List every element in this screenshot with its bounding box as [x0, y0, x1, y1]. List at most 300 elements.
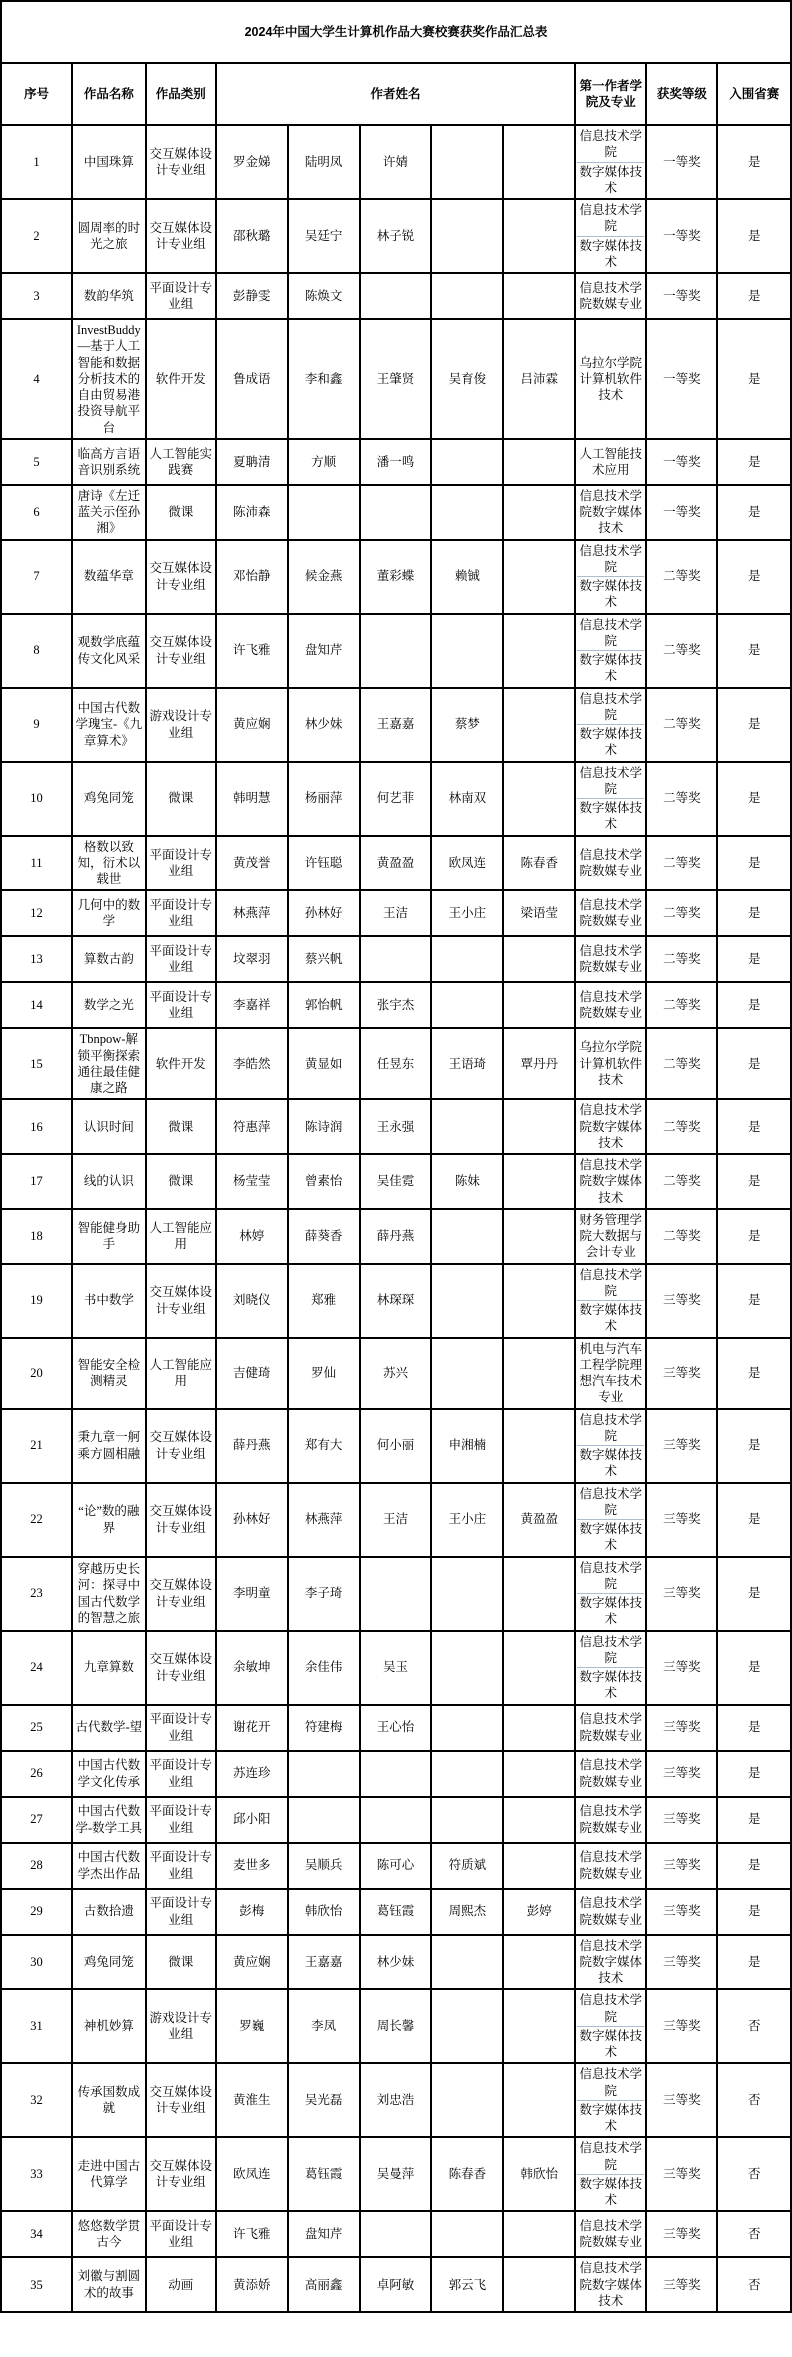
cell-work-title: 书中数学 — [72, 1264, 145, 1338]
cell-serial-number: 6 — [1, 485, 72, 540]
cell-provincial-entry: 是 — [717, 1705, 791, 1751]
cell-author-1: 罗金娣 — [216, 125, 288, 199]
table-row — [1, 1631, 791, 1705]
cell-serial-number: 29 — [1, 1889, 72, 1935]
cell-serial-number: 3 — [1, 273, 72, 319]
cell-provincial-entry: 是 — [717, 1264, 791, 1338]
cell-author-3: 刘忠浩 — [360, 2063, 432, 2137]
cell-provincial-entry: 是 — [717, 1935, 791, 1990]
cell-author-2 — [288, 1751, 360, 1797]
cell-author-3: 吴玉 — [360, 1631, 432, 1705]
cell-author-5: 陈春香 — [503, 836, 575, 891]
cell-award-level: 三等奖 — [646, 2063, 717, 2137]
table-row — [1, 199, 791, 273]
cell-first-author-college — [575, 1889, 646, 1935]
cell-author-1: 邵秋璐 — [216, 199, 288, 273]
cell-award-level: 二等奖 — [646, 762, 717, 836]
cell-first-author-college — [575, 1028, 646, 1099]
cell-author-5 — [503, 2211, 575, 2257]
cell-author-2: 郑雅 — [288, 1264, 360, 1338]
college-segment: 信息技术学院数媒专业 — [579, 2219, 643, 2250]
table-row — [1, 1797, 791, 1843]
cell-first-author-college — [575, 762, 646, 836]
table-row — [1, 688, 791, 762]
table-row — [1, 1028, 791, 1099]
cell-serial-number: 5 — [1, 439, 72, 485]
cell-author-3 — [360, 1751, 432, 1797]
cell-author-3: 董彩蝶 — [360, 540, 432, 614]
cell-serial-number: 22 — [1, 1483, 72, 1557]
cell-author-3 — [360, 1797, 432, 1843]
cell-provincial-entry: 是 — [717, 1099, 791, 1154]
cell-serial-number: 33 — [1, 2137, 72, 2211]
header-category: 作品类别 — [146, 63, 216, 125]
cell-work-title: 智能健身助手 — [72, 1209, 145, 1264]
college-segment: 数字媒体技术 — [577, 798, 644, 833]
cell-author-1: 黄茂誉 — [216, 836, 288, 891]
cell-first-author-college — [575, 1264, 646, 1338]
cell-award-level: 三等奖 — [646, 1889, 717, 1935]
cell-author-4 — [431, 1557, 503, 1631]
cell-work-category: 平面设计专业组 — [146, 1889, 216, 1935]
table-row — [1, 1557, 791, 1631]
cell-author-4 — [431, 982, 503, 1028]
cell-author-2: 李子琦 — [288, 1557, 360, 1631]
cell-award-level: 三等奖 — [646, 1264, 717, 1338]
cell-author-3: 吴曼萍 — [360, 2137, 432, 2211]
cell-first-author-college — [575, 485, 646, 540]
cell-author-4 — [431, 1338, 503, 1409]
college-segment: 信息技术学院数媒专业 — [579, 847, 643, 878]
cell-award-level: 二等奖 — [646, 982, 717, 1028]
cell-author-1: 孙林好 — [216, 1483, 288, 1557]
cell-author-3: 王心怡 — [360, 1705, 432, 1751]
cell-award-level: 二等奖 — [646, 688, 717, 762]
cell-serial-number: 1 — [1, 125, 72, 199]
cell-author-2: 葛钰霞 — [288, 2137, 360, 2211]
cell-author-2: 曾素怡 — [288, 1154, 360, 1209]
cell-work-title: 智能安全检测精灵 — [72, 1338, 145, 1409]
cell-work-title: 悠悠数学贯古今 — [72, 2211, 145, 2257]
cell-work-category: 平面设计专业组 — [146, 982, 216, 1028]
college-segment: 信息技术学院数媒专业 — [579, 1896, 643, 1927]
cell-author-5 — [503, 1989, 575, 2063]
cell-author-5 — [503, 199, 575, 273]
cell-first-author-college — [575, 1705, 646, 1751]
cell-award-level: 二等奖 — [646, 936, 717, 982]
cell-author-2: 蔡兴帆 — [288, 936, 360, 982]
cell-author-2: 陈焕文 — [288, 273, 360, 319]
cell-author-1: 林燕萍 — [216, 890, 288, 936]
cell-work-category: 动画 — [146, 2257, 216, 2312]
cell-work-title: 走进中国古代算学 — [72, 2137, 145, 2211]
cell-author-3 — [360, 614, 432, 688]
cell-provincial-entry: 是 — [717, 614, 791, 688]
cell-provincial-entry: 是 — [717, 982, 791, 1028]
cell-author-4 — [431, 199, 503, 273]
cell-serial-number: 4 — [1, 319, 72, 439]
cell-author-3: 林少妹 — [360, 1935, 432, 1990]
cell-author-3 — [360, 1557, 432, 1631]
cell-work-category: 软件开发 — [146, 319, 216, 439]
cell-serial-number: 9 — [1, 688, 72, 762]
cell-author-1: 李皓然 — [216, 1028, 288, 1099]
cell-author-5: 彭婷 — [503, 1889, 575, 1935]
table-row — [1, 1843, 791, 1889]
cell-work-title: 中国古代数学文化传承 — [72, 1751, 145, 1797]
cell-award-level: 三等奖 — [646, 1751, 717, 1797]
cell-serial-number: 12 — [1, 890, 72, 936]
cell-author-3: 卓阿敏 — [360, 2257, 432, 2312]
cell-author-5 — [503, 1631, 575, 1705]
cell-author-3: 葛钰霞 — [360, 1889, 432, 1935]
cell-author-1: 彭静雯 — [216, 273, 288, 319]
cell-award-level: 三等奖 — [646, 2137, 717, 2211]
college-segment: 数字媒体技术 — [577, 724, 644, 759]
cell-author-1: 欧凤连 — [216, 2137, 288, 2211]
cell-author-1: 罗巍 — [216, 1989, 288, 2063]
cell-work-category: 平面设计专业组 — [146, 2211, 216, 2257]
cell-work-category: 交互媒体设计专业组 — [146, 2063, 216, 2137]
table-row — [1, 836, 791, 891]
cell-author-4 — [431, 1631, 503, 1705]
cell-work-category: 交互媒体设计专业组 — [146, 1557, 216, 1631]
cell-author-1: 李明童 — [216, 1557, 288, 1631]
cell-author-2: 罗仙 — [288, 1338, 360, 1409]
cell-author-3: 何艺菲 — [360, 762, 432, 836]
cell-author-2: 韩欣怡 — [288, 1889, 360, 1935]
table-row — [1, 540, 791, 614]
cell-serial-number: 28 — [1, 1843, 72, 1889]
cell-author-2: 郑有大 — [288, 1409, 360, 1483]
college-segment: 信息技术学院数媒专业 — [579, 1804, 643, 1835]
college-segment: 数字媒体技术 — [577, 2026, 644, 2061]
cell-first-author-college — [575, 1483, 646, 1557]
cell-first-author-college — [575, 1843, 646, 1889]
cell-award-level: 二等奖 — [646, 1209, 717, 1264]
cell-author-3: 许婧 — [360, 125, 432, 199]
cell-author-1: 林婷 — [216, 1209, 288, 1264]
cell-work-title: 刘徽与割圆术的故事 — [72, 2257, 145, 2312]
cell-author-3 — [360, 273, 432, 319]
table-row — [1, 439, 791, 485]
college-segment: 乌拉尔学院计算机软件技术 — [579, 1040, 643, 1087]
cell-author-1: 黄添娇 — [216, 2257, 288, 2312]
cell-serial-number: 15 — [1, 1028, 72, 1099]
college-segment: 信息技术学院数字媒体技术 — [579, 1158, 643, 1205]
cell-work-category: 平面设计专业组 — [146, 836, 216, 891]
cell-work-category: 游戏设计专业组 — [146, 1989, 216, 2063]
cell-first-author-college — [575, 1989, 646, 2063]
cell-work-category: 平面设计专业组 — [146, 890, 216, 936]
cell-author-4 — [431, 1209, 503, 1264]
table-row — [1, 1935, 791, 1990]
cell-author-5 — [503, 1154, 575, 1209]
cell-author-2: 高丽鑫 — [288, 2257, 360, 2312]
cell-author-3: 周长馨 — [360, 1989, 432, 2063]
cell-award-level: 一等奖 — [646, 199, 717, 273]
cell-provincial-entry: 是 — [717, 1154, 791, 1209]
cell-author-4: 林南双 — [431, 762, 503, 836]
cell-author-2: 陈诗润 — [288, 1099, 360, 1154]
college-segment: 信息技术学院 — [579, 2067, 643, 2098]
cell-work-category: 交互媒体设计专业组 — [146, 540, 216, 614]
cell-serial-number: 23 — [1, 1557, 72, 1631]
table-row — [1, 1264, 791, 1338]
cell-award-level: 一等奖 — [646, 485, 717, 540]
college-segment: 数字媒体技术 — [577, 2100, 644, 2135]
cell-first-author-college — [575, 273, 646, 319]
college-segment: 人工智能技术应用 — [579, 446, 643, 477]
table-row — [1, 1338, 791, 1409]
college-segment: 信息技术学院 — [579, 203, 643, 234]
cell-provincial-entry: 是 — [717, 762, 791, 836]
cell-work-title: 中国古代数学杰出作品 — [72, 1843, 145, 1889]
cell-first-author-college — [575, 890, 646, 936]
cell-author-5 — [503, 1751, 575, 1797]
cell-author-1: 余敏坤 — [216, 1631, 288, 1705]
cell-first-author-college — [575, 982, 646, 1028]
table-row — [1, 319, 791, 439]
cell-author-4 — [431, 2211, 503, 2257]
cell-author-5 — [503, 1797, 575, 1843]
cell-author-4 — [431, 439, 503, 485]
table-row — [1, 2211, 791, 2257]
cell-first-author-college — [575, 1338, 646, 1409]
cell-author-1: 陈沛森 — [216, 485, 288, 540]
cell-work-category: 软件开发 — [146, 1028, 216, 1099]
cell-author-5 — [503, 439, 575, 485]
cell-author-2: 吴廷宁 — [288, 199, 360, 273]
college-segment: 机电与汽车工程学院理想汽车技术专业 — [579, 1341, 643, 1405]
cell-first-author-college — [575, 1154, 646, 1209]
cell-author-3: 王肇贤 — [360, 319, 432, 439]
cell-work-title: InvestBuddy—基于人工智能和数据分析技术的自由贸易港投资导航平台 — [72, 319, 145, 439]
cell-author-1: 韩明慧 — [216, 762, 288, 836]
college-segment: 信息技术学院 — [579, 2141, 643, 2172]
cell-work-title: 传承国数成就 — [72, 2063, 145, 2137]
college-segment: 数字媒体技术 — [577, 1667, 644, 1702]
cell-serial-number: 7 — [1, 540, 72, 614]
cell-author-1: 许飞雅 — [216, 2211, 288, 2257]
cell-provincial-entry: 是 — [717, 1409, 791, 1483]
cell-work-title: 中国古代数学-数学工具 — [72, 1797, 145, 1843]
cell-award-level: 一等奖 — [646, 273, 717, 319]
cell-author-5 — [503, 273, 575, 319]
cell-author-3: 张宇杰 — [360, 982, 432, 1028]
college-segment: 信息技术学院数媒专业 — [579, 1758, 643, 1789]
cell-work-title: 认识时间 — [72, 1099, 145, 1154]
college-segment: 信息技术学院 — [579, 1634, 643, 1665]
cell-serial-number: 26 — [1, 1751, 72, 1797]
cell-first-author-college — [575, 540, 646, 614]
college-segment: 信息技术学院数字媒体技术 — [579, 1938, 643, 1985]
cell-author-4: 申湘楠 — [431, 1409, 503, 1483]
table-row — [1, 614, 791, 688]
cell-serial-number: 32 — [1, 2063, 72, 2137]
table-row — [1, 890, 791, 936]
cell-author-4: 王语琦 — [431, 1028, 503, 1099]
table-row — [1, 1483, 791, 1557]
cell-author-2: 方顺 — [288, 439, 360, 485]
college-segment: 信息技术学院 — [579, 543, 643, 574]
cell-first-author-college — [575, 319, 646, 439]
cell-serial-number: 27 — [1, 1797, 72, 1843]
cell-author-1: 许飞雅 — [216, 614, 288, 688]
college-segment: 信息技术学院数媒专业 — [579, 944, 643, 975]
cell-award-level: 三等奖 — [646, 1483, 717, 1557]
cell-award-level: 三等奖 — [646, 1409, 717, 1483]
cell-author-5: 梁语莹 — [503, 890, 575, 936]
cell-author-5 — [503, 1557, 575, 1631]
cell-author-5 — [503, 540, 575, 614]
cell-award-level: 一等奖 — [646, 319, 717, 439]
cell-award-level: 一等奖 — [646, 439, 717, 485]
cell-work-title: 算数古韵 — [72, 936, 145, 982]
cell-award-level: 二等奖 — [646, 836, 717, 891]
cell-author-1: 鲁成语 — [216, 319, 288, 439]
cell-author-4: 陈春香 — [431, 2137, 503, 2211]
cell-provincial-entry: 否 — [717, 2211, 791, 2257]
college-segment: 信息技术学院数媒专业 — [579, 1712, 643, 1743]
cell-author-2: 吴顺兵 — [288, 1843, 360, 1889]
header-award: 获奖等级 — [646, 63, 717, 125]
cell-author-4 — [431, 1797, 503, 1843]
cell-author-2: 陆明凤 — [288, 125, 360, 199]
cell-author-3: 王嘉嘉 — [360, 688, 432, 762]
college-segment: 数字媒体技术 — [577, 1593, 644, 1628]
cell-first-author-college — [575, 125, 646, 199]
cell-serial-number: 20 — [1, 1338, 72, 1409]
cell-provincial-entry: 是 — [717, 1843, 791, 1889]
cell-work-category: 平面设计专业组 — [146, 1843, 216, 1889]
college-segment: 信息技术学院数字媒体技术 — [579, 2261, 643, 2308]
cell-work-title: Tbnpow-解锁平衡探索通往最佳健康之路 — [72, 1028, 145, 1099]
cell-author-2: 吴光磊 — [288, 2063, 360, 2137]
college-segment: 信息技术学院 — [579, 1560, 643, 1591]
cell-award-level: 一等奖 — [646, 125, 717, 199]
cell-serial-number: 18 — [1, 1209, 72, 1264]
cell-author-1: 苏连珍 — [216, 1751, 288, 1797]
cell-work-title: 九章算数 — [72, 1631, 145, 1705]
cell-author-1: 李嘉祥 — [216, 982, 288, 1028]
table-body — [1, 125, 791, 2312]
college-segment: 信息技术学院数媒专业 — [579, 990, 643, 1021]
cell-work-title: 临高方言语音识别系统 — [72, 439, 145, 485]
cell-first-author-college — [575, 1209, 646, 1264]
cell-work-title: 古数拾遗 — [72, 1889, 145, 1935]
cell-first-author-college — [575, 1409, 646, 1483]
cell-author-4 — [431, 936, 503, 982]
cell-work-category: 平面设计专业组 — [146, 1751, 216, 1797]
cell-author-1: 彭梅 — [216, 1889, 288, 1935]
cell-provincial-entry: 否 — [717, 2137, 791, 2211]
cell-author-4: 欧凤连 — [431, 836, 503, 891]
table-row — [1, 1889, 791, 1935]
cell-author-1: 麦世多 — [216, 1843, 288, 1889]
cell-author-3: 潘一鸣 — [360, 439, 432, 485]
cell-serial-number: 30 — [1, 1935, 72, 1990]
cell-first-author-college — [575, 2211, 646, 2257]
cell-work-category: 微课 — [146, 485, 216, 540]
college-segment: 数字媒体技术 — [577, 1519, 644, 1554]
cell-award-level: 三等奖 — [646, 1935, 717, 1990]
cell-author-5 — [503, 1209, 575, 1264]
cell-author-2: 李和鑫 — [288, 319, 360, 439]
table-row — [1, 2063, 791, 2137]
college-segment: 信息技术学院 — [579, 691, 643, 722]
cell-work-category: 人工智能应用 — [146, 1338, 216, 1409]
table-row — [1, 2137, 791, 2211]
cell-author-4 — [431, 614, 503, 688]
cell-author-4 — [431, 1751, 503, 1797]
cell-author-5: 韩欣怡 — [503, 2137, 575, 2211]
cell-author-5 — [503, 688, 575, 762]
cell-provincial-entry: 是 — [717, 485, 791, 540]
cell-award-level: 二等奖 — [646, 1099, 717, 1154]
cell-author-5 — [503, 125, 575, 199]
cell-provincial-entry: 是 — [717, 936, 791, 982]
cell-author-4: 周熙杰 — [431, 1889, 503, 1935]
cell-work-category: 交互媒体设计专业组 — [146, 199, 216, 273]
college-segment: 数字媒体技术 — [577, 576, 644, 611]
cell-first-author-college — [575, 439, 646, 485]
college-segment: 信息技术学院 — [579, 1267, 643, 1298]
cell-serial-number: 14 — [1, 982, 72, 1028]
cell-award-level: 二等奖 — [646, 890, 717, 936]
cell-author-3: 何小丽 — [360, 1409, 432, 1483]
table-row — [1, 273, 791, 319]
cell-award-level: 三等奖 — [646, 1989, 717, 2063]
cell-award-level: 三等奖 — [646, 1557, 717, 1631]
cell-work-title: 格数以致知，衍术以载世 — [72, 836, 145, 891]
table-row — [1, 1209, 791, 1264]
cell-provincial-entry: 是 — [717, 1631, 791, 1705]
cell-author-3: 王洁 — [360, 890, 432, 936]
cell-first-author-college — [575, 199, 646, 273]
cell-author-2: 杨丽萍 — [288, 762, 360, 836]
cell-work-title: 数学之光 — [72, 982, 145, 1028]
cell-provincial-entry: 是 — [717, 1557, 791, 1631]
cell-first-author-college — [575, 2137, 646, 2211]
cell-work-title: 圆周率的时光之旅 — [72, 199, 145, 273]
cell-provincial-entry: 是 — [717, 1209, 791, 1264]
college-segment: 数字媒体技术 — [577, 162, 644, 197]
cell-provincial-entry: 否 — [717, 1989, 791, 2063]
cell-provincial-entry: 是 — [717, 1889, 791, 1935]
cell-author-3 — [360, 485, 432, 540]
cell-work-title: 几何中的数学 — [72, 890, 145, 936]
table-row — [1, 1409, 791, 1483]
cell-author-5 — [503, 614, 575, 688]
header-authors: 作者姓名 — [216, 63, 575, 125]
table-row — [1, 125, 791, 199]
cell-author-2: 盘知芹 — [288, 2211, 360, 2257]
cell-first-author-college — [575, 2257, 646, 2312]
cell-author-1: 黄应娴 — [216, 688, 288, 762]
college-segment: 信息技术学院 — [579, 1412, 643, 1443]
cell-work-title: 线的认识 — [72, 1154, 145, 1209]
cell-award-level: 三等奖 — [646, 1631, 717, 1705]
cell-serial-number: 11 — [1, 836, 72, 891]
cell-author-2: 郭怡帆 — [288, 982, 360, 1028]
cell-author-3: 王永强 — [360, 1099, 432, 1154]
cell-work-category: 交互媒体设计专业组 — [146, 2137, 216, 2211]
college-segment: 信息技术学院 — [579, 129, 643, 160]
cell-author-3: 吴佳霓 — [360, 1154, 432, 1209]
cell-author-1: 坟翠羽 — [216, 936, 288, 982]
cell-award-level: 三等奖 — [646, 1705, 717, 1751]
